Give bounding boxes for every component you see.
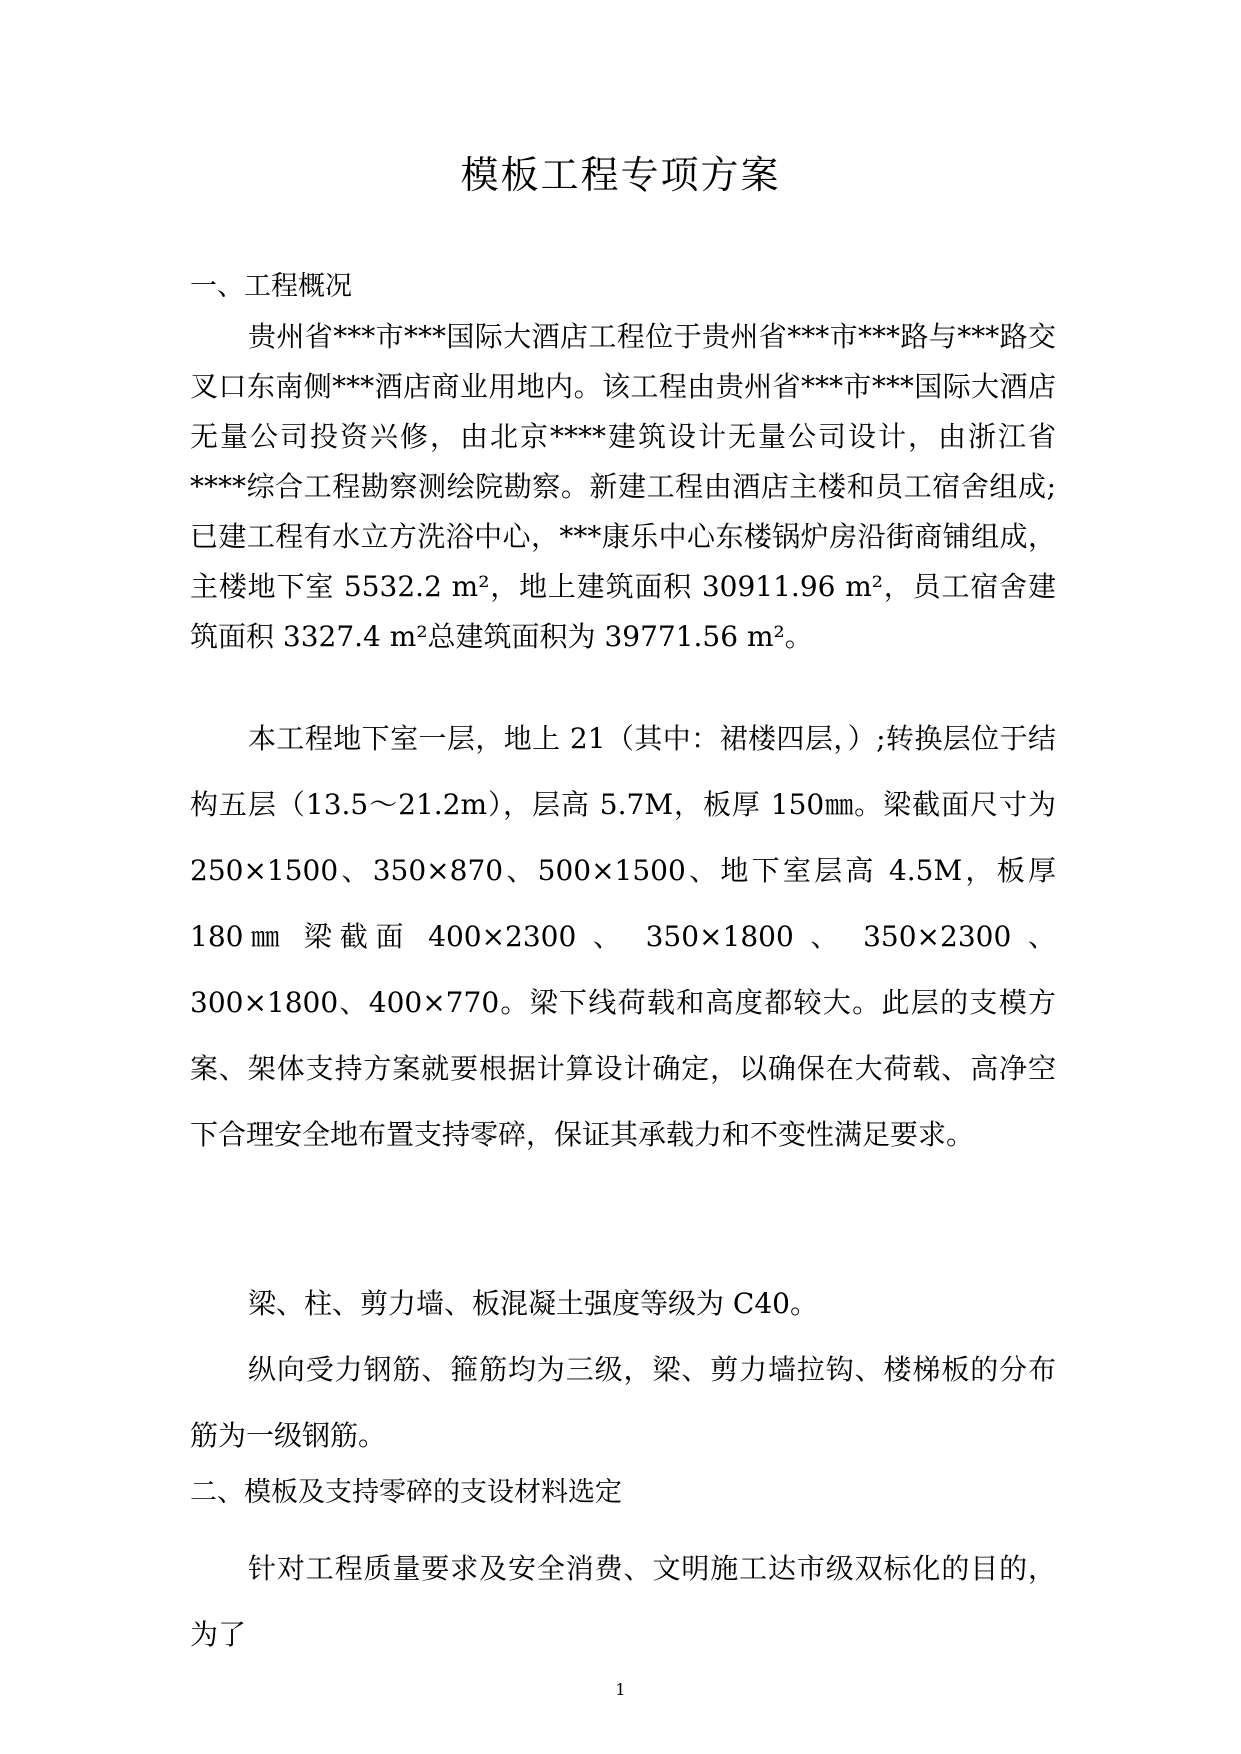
section-heading-materials: 二、模板及支持零碎的支设材料选定	[190, 1477, 622, 1508]
paragraph-rebar-grade: 纵向受力钢筋、箍筋均为三级，梁、剪力墙拉钩、楼梯板的分布筋为一级钢筋。	[190, 1353, 1056, 1452]
paragraph-concrete-grade: 梁、柱、剪力墙、板混凝土强度等级为 C40。	[248, 1287, 818, 1320]
section-heading-overview: 一、工程概况	[190, 271, 352, 302]
paragraph-materials-intro: 针对工程质量要求及安全消费、文明施工达市级双标化的目的，为了	[190, 1552, 1056, 1651]
document-title: 模板工程专项方案	[460, 153, 781, 197]
page-number: 1	[615, 1680, 626, 1699]
paragraph-project-overview: 贵州省***市***国际大酒店工程位于贵州省***市***路与***路交叉口东南侧***酒店商业用地内。该工程由贵州省***市***国际大酒店无量公司投资兴修，由北京****建筑设计无量公司设计，由浙江省****综合工程勘察测绘院勘察。新建工程由酒店主楼和员工宿舍组成;已建工程有水立方洗浴中心，***康乐中心东楼锅炉房沿街商铺组成，主楼地下室 5532.2 m²，地上建筑面积 30911.96 m²，员工宿舍建筑面积 3327.4 m²总建筑面积为 39771.56 m²。	[190, 320, 1056, 653]
paragraph-structure-description: 本工程地下室一层，地上 21（其中：裙楼四层，）;转换层位于结构五层（13.5～21.2m），层高 5.7M，板厚 150㎜。梁截面尺寸为 250×1500、350×870、500×1500、地下室层高 4.5M，板厚 180㎜ 梁截面 400×2300 、 350×1800 、 350×2300 、300×1800、400×770。梁下线荷载和高度都较大。此层的支模方案、架体支持方案就要根据计算设计确定，以确保在大荷载、高净空下合理安全地布置支持零碎，保证其承载力和不变性满足要求。	[190, 722, 1056, 1151]
